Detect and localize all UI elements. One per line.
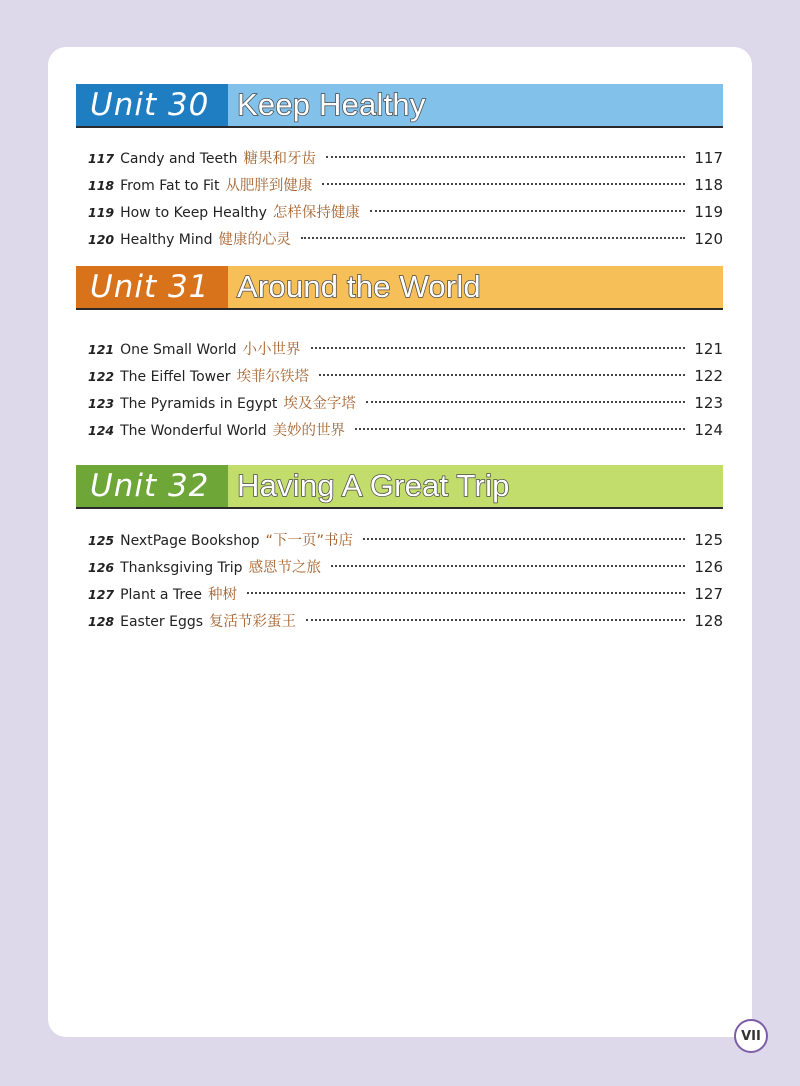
toc-entry[interactable] [88,201,723,228]
unit-number-label: Unit 32 [76,465,228,507]
unit-header [76,465,723,507]
entry-title-en: Easter Eggs [120,614,204,630]
unit-title: Keep Healthy [228,84,723,126]
entry-number: 120 [88,232,115,247]
entry-title-cn: 糖果和牙齿 [243,151,316,167]
entry-title-en: Plant a Tree [120,587,203,603]
page-number-badge: VII [734,1019,768,1053]
entry-page-number: 127 [694,585,723,603]
unit-divider [76,308,723,310]
entry-number: 126 [88,560,115,575]
toc-entry[interactable] [88,556,723,583]
entry-number: 118 [88,178,115,193]
dot-leader [301,237,685,239]
entry-title-cn: 从肥胖到健康 [225,178,313,194]
entry-number: 128 [88,614,115,629]
dot-leader [247,592,685,594]
dot-leader [331,565,685,567]
unit-header [76,84,723,126]
entry-page-number: 118 [694,176,723,194]
entry-list [76,147,723,255]
entry-number: 124 [88,423,115,438]
entry-title-en: One Small World [120,342,237,358]
dot-leader [355,428,685,430]
entry-page-number: 126 [694,558,723,576]
unit-divider [76,507,723,509]
dot-leader [319,374,685,376]
toc-entry[interactable] [88,610,723,637]
toc-entry[interactable] [88,365,723,392]
dot-leader [370,210,685,212]
entry-page-number: 128 [694,612,723,630]
entry-title-en: The Wonderful World [120,423,267,439]
entry-title-en: Healthy Mind [120,232,213,248]
entry-title-cn: 种树 [208,587,238,603]
entry-title-cn: 小小世界 [242,342,301,358]
unit-section-32 [76,465,723,637]
entry-list [76,529,723,637]
entry-number: 125 [88,533,115,548]
entry-title-en: NextPage Bookshop [120,533,260,549]
dot-leader [366,401,685,403]
entry-title-cn: 感恩节之旅 [248,560,322,576]
entry-page-number: 123 [694,394,723,412]
unit-divider [76,126,723,128]
entry-number: 123 [88,396,115,411]
entry-title-cn: 埃菲尔铁塔 [236,369,309,385]
entry-list [76,338,723,446]
entry-page-number: 120 [694,230,723,248]
entry-number: 117 [88,151,115,166]
unit-number-label: Unit 30 [76,84,228,126]
unit-header [76,266,723,308]
entry-title-en: Candy and Teeth [120,151,238,167]
entry-page-number: 121 [694,340,723,358]
unit-title: Around the World [228,266,723,308]
entry-number: 122 [88,369,115,384]
dot-leader [306,619,685,621]
entry-title-en: The Pyramids in Egypt [120,396,278,412]
dot-leader [363,538,685,540]
dot-leader [322,183,685,185]
entry-title-en: How to Keep Healthy [120,205,267,221]
entry-title-en: Thanksgiving Trip [120,560,243,576]
entry-number: 121 [88,342,115,357]
unit-title: Having A Great Trip [228,465,723,507]
entry-title-en: The Eiffel Tower [120,369,231,385]
unit-section-30 [76,84,723,255]
entry-title-cn: 埃及金字塔 [283,396,356,412]
toc-entry[interactable] [88,583,723,610]
toc-entry[interactable] [88,392,723,419]
entry-title-en: From Fat to Fit [120,178,220,194]
entry-title-cn: 复活节彩蛋王 [209,614,297,630]
entry-number: 127 [88,587,115,602]
dot-leader [326,156,685,158]
entry-page-number: 119 [694,203,723,221]
entry-title-cn: 怎样保持健康 [272,205,360,221]
entry-title-cn: “下一页”书店 [265,533,354,549]
entry-number: 119 [88,205,115,220]
unit-section-31 [76,266,723,446]
entry-page-number: 125 [694,531,723,549]
toc-entry[interactable] [88,147,723,174]
dot-leader [311,347,685,349]
toc-entry[interactable] [88,338,723,365]
toc-entry[interactable] [88,419,723,446]
entry-page-number: 124 [694,421,723,439]
entry-title-cn: 健康的心灵 [218,232,292,248]
toc-entry[interactable] [88,529,723,556]
unit-number-label: Unit 31 [76,266,228,308]
entry-title-cn: 美妙的世界 [272,423,346,439]
toc-entry[interactable] [88,174,723,201]
entry-page-number: 117 [694,149,723,167]
entry-page-number: 122 [694,367,723,385]
toc-entry[interactable] [88,228,723,255]
